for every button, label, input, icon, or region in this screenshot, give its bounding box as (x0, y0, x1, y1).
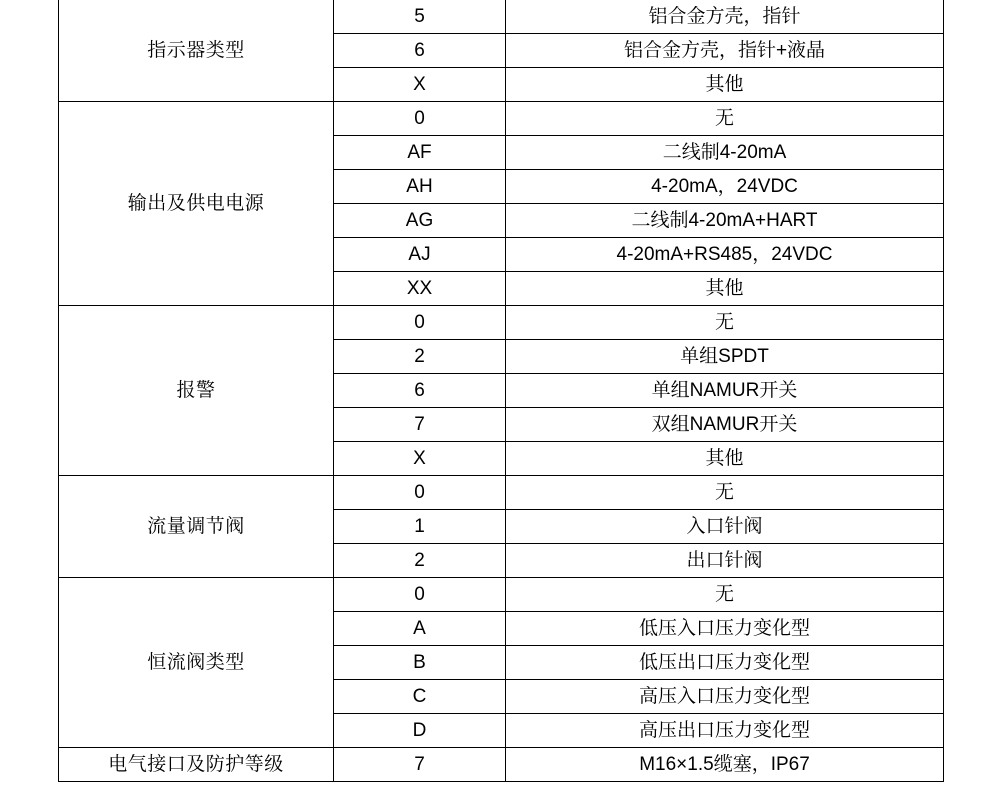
code-cell: AG (334, 204, 506, 238)
category-cell: 报警 (59, 306, 334, 476)
description-cell: 低压入口压力变化型 (506, 612, 944, 646)
code-cell: AH (334, 170, 506, 204)
description-cell: 无 (506, 476, 944, 510)
code-cell: B (334, 646, 506, 680)
code-cell: X (334, 442, 506, 476)
description-cell: 铝合金方壳，指针 (506, 0, 944, 34)
category-cell: 输出及供电电源 (59, 102, 334, 306)
description-cell: 4-20mA+RS485，24VDC (506, 238, 944, 272)
code-cell: 2 (334, 340, 506, 374)
code-cell: C (334, 680, 506, 714)
code-cell: 5 (334, 0, 506, 34)
code-cell: 1 (334, 510, 506, 544)
description-cell: 二线制4-20mA (506, 136, 944, 170)
table-row (59, 102, 944, 136)
description-cell: 4-20mA，24VDC (506, 170, 944, 204)
category-cell: 电气接口及防护等级 (59, 748, 334, 782)
description-cell: 入口针阀 (506, 510, 944, 544)
code-cell: 7 (334, 748, 506, 782)
description-cell: 单组SPDT (506, 340, 944, 374)
code-cell: 7 (334, 408, 506, 442)
table-row (59, 476, 944, 510)
description-cell: 无 (506, 578, 944, 612)
table-body (59, 0, 944, 782)
description-cell: 铝合金方壳，指针+液晶 (506, 34, 944, 68)
description-cell: 出口针阀 (506, 544, 944, 578)
description-cell: 单组NAMUR开关 (506, 374, 944, 408)
code-cell: X (334, 68, 506, 102)
description-cell: 其他 (506, 272, 944, 306)
table-row (59, 578, 944, 612)
category-cell: 恒流阀类型 (59, 578, 334, 748)
code-cell: 6 (334, 374, 506, 408)
code-cell: 0 (334, 578, 506, 612)
code-cell: AF (334, 136, 506, 170)
code-cell: 2 (334, 544, 506, 578)
category-cell: 指示器类型 (59, 0, 334, 102)
table-row (59, 0, 944, 34)
description-cell: 无 (506, 102, 944, 136)
description-cell: 其他 (506, 442, 944, 476)
description-cell: M16×1.5缆塞，IP67 (506, 748, 944, 782)
description-cell: 其他 (506, 68, 944, 102)
table-row (59, 306, 944, 340)
description-cell: 低压出口压力变化型 (506, 646, 944, 680)
code-cell: 6 (334, 34, 506, 68)
code-cell: A (334, 612, 506, 646)
code-cell: 0 (334, 476, 506, 510)
category-cell: 流量调节阀 (59, 476, 334, 578)
description-cell: 双组NAMUR开关 (506, 408, 944, 442)
description-cell: 高压入口压力变化型 (506, 680, 944, 714)
description-cell: 无 (506, 306, 944, 340)
code-cell: AJ (334, 238, 506, 272)
product-code-spec-table (58, 0, 944, 782)
code-cell: 0 (334, 102, 506, 136)
code-cell: 0 (334, 306, 506, 340)
description-cell: 高压出口压力变化型 (506, 714, 944, 748)
code-cell: XX (334, 272, 506, 306)
description-cell: 二线制4-20mA+HART (506, 204, 944, 238)
table-row (59, 748, 944, 782)
code-cell: D (334, 714, 506, 748)
